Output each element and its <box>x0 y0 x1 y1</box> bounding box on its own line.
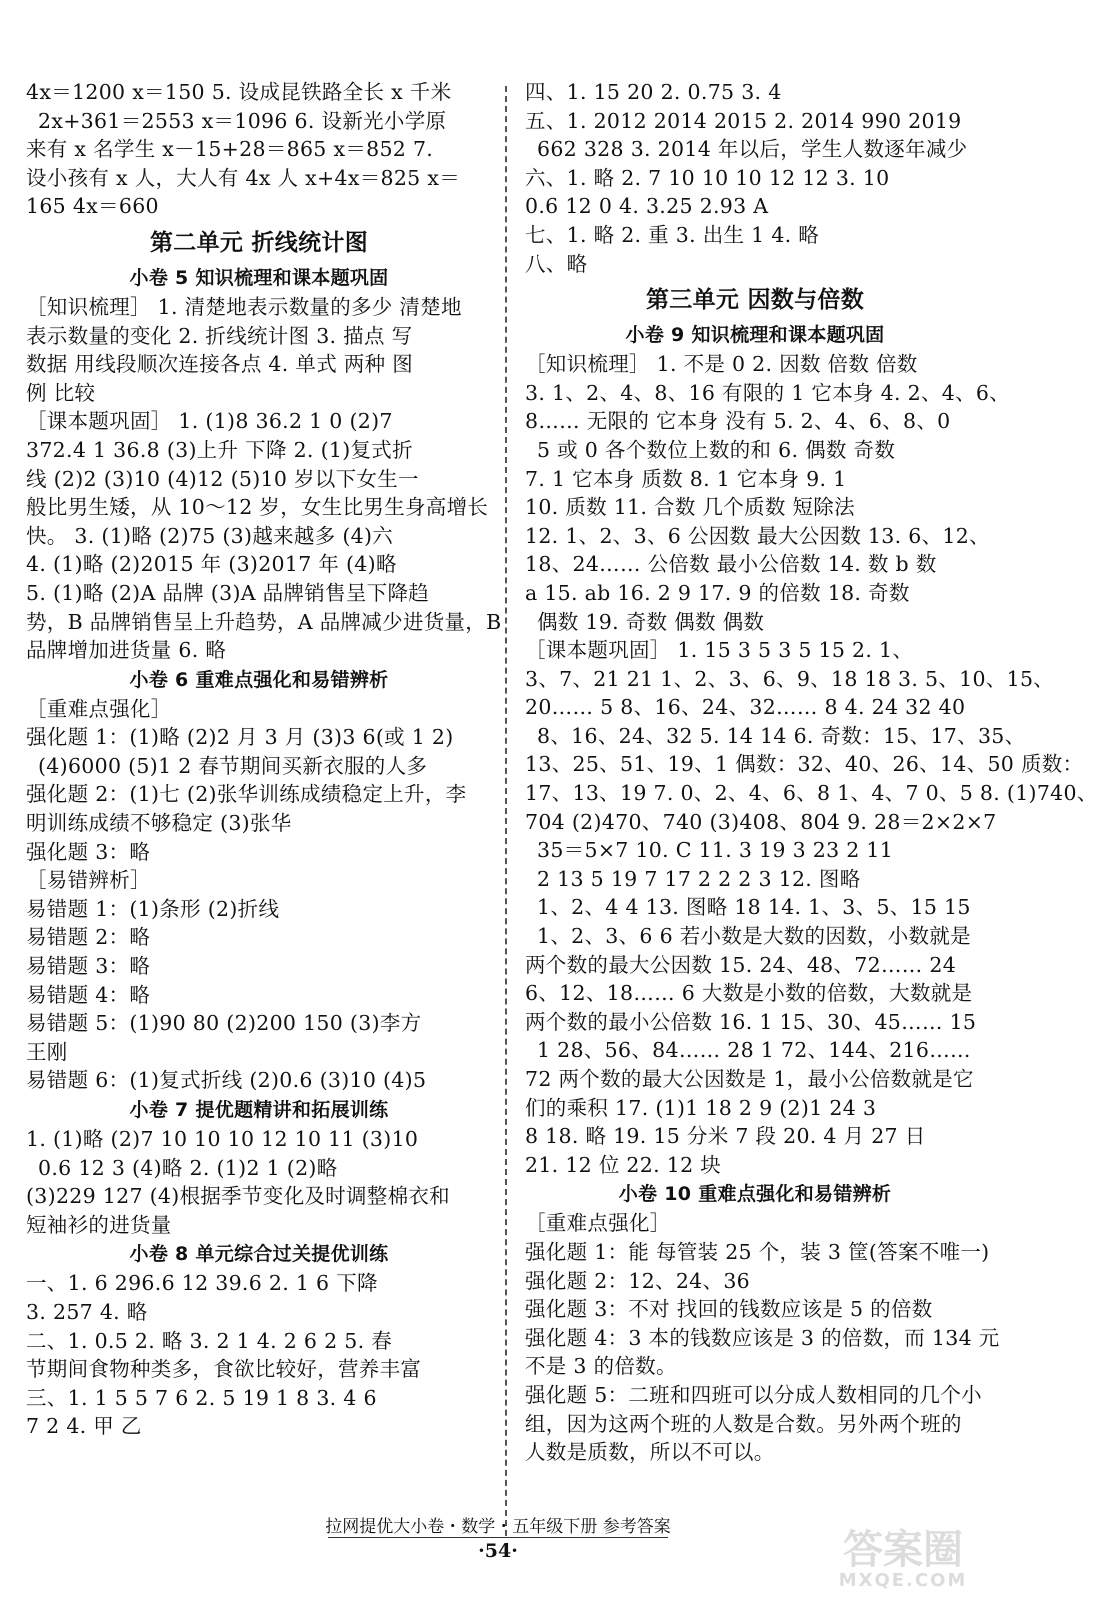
answer-line: 10. 质数 11. 合数 几个质数 短除法 <box>525 495 855 520</box>
section-title: 小卷 5 知识梳理和课本题巩固 <box>129 266 389 289</box>
answer-line: 二、1. 0.5 2. 略 3. 2 1 4. 2 6 2 5. 春 <box>26 1328 393 1353</box>
answer-line: 例 比较 <box>26 380 96 405</box>
answer-line: 3. 1、2、4、8、16 有限的 1 它本身 4. 2、4、6、 <box>525 380 1011 405</box>
section-title: 小卷 6 重难点强化和易错辨析 <box>129 668 389 691</box>
answer-line: 短袖衫的进货量 <box>26 1212 172 1237</box>
section-title: 小卷 8 单元综合过关提优训练 <box>129 1243 389 1266</box>
answer-line: 易错题 2：略 <box>26 925 151 950</box>
answer-line: 王刚 <box>26 1039 68 1064</box>
answer-line: (4)6000 (5)1 2 春节期间买新衣服的人多 <box>38 753 428 778</box>
answer-line: 强化题 3：略 <box>26 839 151 864</box>
answer-line: 线 (2)2 (3)10 (4)12 (5)10 岁以下女生一 <box>26 466 419 491</box>
answer-line: 表示数量的变化 2. 折线统计图 3. 描点 写 <box>26 323 413 348</box>
answer-line: 易错题 6：(1)复式折线 (2)0.6 (3)10 (4)5 <box>26 1068 427 1093</box>
answer-line: 七、1. 略 2. 重 3. 出生 1 4. 略 <box>525 222 820 247</box>
answer-line: 35＝5×7 10. C 11. 3 19 3 23 2 11 <box>537 838 894 863</box>
answer-line: 六、1. 略 2. 7 10 10 10 12 12 3. 10 <box>525 165 890 190</box>
answer-line: 明训练成绩不够稳定 (3)张华 <box>26 811 292 836</box>
left-column <box>26 78 502 1441</box>
answer-line: 一、1. 6 296.6 12 39.6 2. 1 6 下降 <box>26 1271 378 1296</box>
answer-line: 7 2 4. 甲 乙 <box>26 1414 142 1439</box>
answer-line: 来有 x 名学生 x－15+28＝865 x＝852 7. <box>26 137 434 162</box>
column-divider <box>505 86 507 1536</box>
answer-line: 品牌增加进货量 6. 略 <box>26 638 227 663</box>
answer-line: 165 4x＝660 <box>26 194 159 219</box>
answer-line: 4x＝1200 x＝150 5. 设成昆铁路全长 x 千米 <box>26 80 452 104</box>
answer-line: 12. 1、2、3、6 公因数 最大公因数 13. 6、12、 <box>525 523 990 548</box>
answer-line: 704 (2)470、740 (3)408、804 9. 28＝2×2×7 <box>525 809 997 834</box>
answer-line: 0.6 12 0 4. 3.25 2.93 A <box>525 194 769 219</box>
answer-line: 0.6 12 3 (4)略 2. (1)2 1 (2)略 <box>38 1155 338 1180</box>
answer-line: 易错题 3：略 <box>26 954 151 979</box>
right-column <box>525 78 1098 1467</box>
answer-line: 662 328 3. 2014 年以后，学生人数逐年减少 <box>537 137 968 162</box>
answer-line: 易错题 5：(1)90 80 (2)200 150 (3)李方 <box>26 1011 422 1036</box>
section-title: 小卷 10 重难点强化和易错辨析 <box>618 1183 892 1206</box>
answer-line: 强化题 3：不对 找回的钱数应该是 5 的倍数 <box>525 1297 933 1322</box>
answer-line: 设小孩有 x 人，大人有 4x 人 x+4x＝825 x＝ <box>26 165 460 190</box>
page-number: ·54· <box>478 1540 518 1562</box>
answer-line: 372.4 1 36.8 (3)上升 下降 2. (1)复式折 <box>26 437 413 462</box>
answer-line: 8、16、24、32 5. 14 14 6. 奇数：15、17、35、 <box>537 723 1026 748</box>
answer-line: 三、1. 1 5 5 7 6 2. 5 19 1 8 3. 4 6 <box>26 1385 377 1410</box>
answer-line: 五、1. 2012 2014 2015 2. 2014 990 2019 <box>525 108 962 133</box>
answer-line: 势，B 品牌销售呈上升趋势，A 品牌减少进货量，B <box>26 609 502 634</box>
answer-line: a 15. ab 16. 2 9 17. 9 的倍数 18. 奇数 <box>525 580 910 605</box>
answer-line: 2x+361＝2553 x＝1096 6. 设新光小学原 <box>38 108 447 133</box>
answer-line: 2 13 5 19 7 17 2 2 2 3 12. 图略 <box>537 866 861 891</box>
answer-line: 4. (1)略 (2)2015 年 (3)2017 年 (4)略 <box>26 552 397 577</box>
answer-line: 四、1. 15 20 2. 0.75 3. 4 <box>525 80 782 104</box>
answer-line: 两个数的最大公因数 15. 24、48、72…… 24 <box>525 952 957 977</box>
answer-line: 21. 12 位 22. 12 块 <box>525 1152 722 1177</box>
answer-line: 1. (1)略 (2)7 10 10 10 12 10 11 (3)10 <box>26 1127 419 1151</box>
answer-line: ［课本题巩固］ 1. 15 3 5 3 5 15 2. 1、 <box>525 638 914 663</box>
unit-title: 第三单元 因数与倍数 <box>645 287 864 314</box>
answer-line: (3)229 127 (4)根据季节变化及时调整棉衣和 <box>26 1184 450 1209</box>
section-title: 小卷 7 提优题精讲和拓展训练 <box>129 1099 389 1121</box>
answer-line: 17、13、19 7. 0、2、4、6、8 1、4、7 0、5 8. (1)740、 <box>525 781 1098 806</box>
answer-line: 1、2、4 4 13. 图略 18 14. 1、3、5、15 15 <box>537 895 971 920</box>
section-title: 小卷 9 知识梳理和课本题巩固 <box>625 324 885 347</box>
answer-line: 快。 3. (1)略 (2)75 (3)越来越多 (4)六 <box>26 523 394 548</box>
answer-line: 强化题 4：3 本的钱数应该是 3 的倍数，而 134 元 <box>525 1325 1000 1350</box>
answer-line: 人数是质数，所以不可以。 <box>525 1440 775 1465</box>
answer-line: 强化题 1：能 每管装 25 个，装 3 筐(答案不唯一) <box>525 1239 990 1264</box>
answer-line: 1、2、3、6 6 若小数是大数的因数，小数就是 <box>537 924 971 949</box>
answer-line: ［重难点强化］ <box>525 1211 671 1236</box>
answer-line: 3、7、21 21 1、2、3、6、9、18 18 3. 5、10、15、 <box>525 666 1055 691</box>
answer-line: 6、12、18…… 6 大数是小数的倍数，大数就是 <box>525 981 973 1006</box>
answer-line: ［易错辨析］ <box>26 868 151 893</box>
answer-line: ［重难点强化］ <box>26 696 172 721</box>
answer-line: 8…… 无限的 它本身 没有 5. 2、4、6、8、0 <box>525 409 951 434</box>
answer-line: 8 18. 略 19. 15 分米 7 段 20. 4 月 27 日 <box>525 1124 926 1149</box>
answer-line: 强化题 5：二班和四班可以分成人数相同的几个小 <box>525 1382 982 1407</box>
answer-line: 20…… 5 8、16、24、32…… 8 4. 24 32 40 <box>525 695 966 720</box>
answer-line: 般比男生矮，从 10～12 岁，女生比男生身高增长 <box>26 495 489 520</box>
answer-line: 两个数的最小公倍数 16. 1 15、30、45…… 15 <box>525 1009 977 1034</box>
answer-line: 八、略 <box>525 251 588 276</box>
watermark-bottom-text: MXQE.COM <box>838 1570 968 1591</box>
footer-rule <box>328 1537 668 1538</box>
answer-line: 13、25、51、19、1 偶数：32、40、26、14、50 质数： <box>525 752 1084 777</box>
unit-title: 第二单元 折线统计图 <box>149 229 368 256</box>
answer-line: 偶数 19. 奇数 偶数 偶数 <box>537 609 765 634</box>
watermark-top-text: 答案圈 <box>843 1527 963 1573</box>
answer-line: 7. 1 它本身 质数 8. 1 它本身 9. 1 <box>525 466 847 491</box>
footer-book-title: 拉网提优大小卷・数学・五年级下册 参考答案 <box>325 1517 671 1537</box>
answer-line: 不是 3 的倍数。 <box>525 1354 677 1379</box>
answer-line: 5 或 0 各个数位上数的和 6. 偶数 奇数 <box>537 437 896 462</box>
answer-line: 们的乘积 17. (1)1 18 2 9 (2)1 24 3 <box>525 1095 877 1120</box>
answer-line: 1 28、56、84…… 28 1 72、144、216…… <box>537 1038 971 1063</box>
answer-line: ［知识梳理］ 1. 不是 0 2. 因数 倍数 倍数 <box>525 352 918 377</box>
answer-line: 易错题 4：略 <box>26 982 151 1007</box>
watermark-logo <box>828 1527 978 1592</box>
answer-line: 强化题 2：12、24、36 <box>525 1268 751 1293</box>
answer-line: 5. (1)略 (2)A 品牌 (3)A 品牌销售呈下降趋 <box>26 580 430 605</box>
answer-line: 数据 用线段顺次连接各点 4. 单式 两种 图 <box>26 352 414 377</box>
answer-line: 3. 257 4. 略 <box>26 1299 148 1324</box>
answer-line: 组，因为这两个班的人数是合数。另外两个班的 <box>525 1411 962 1436</box>
answer-line: 强化题 2：(1)七 (2)张华训练成绩稳定上升，李 <box>26 782 467 807</box>
answer-line: 节期间食物种类多，食欲比较好，营养丰富 <box>26 1357 422 1382</box>
answer-line: 72 两个数的最大公因数是 1，最小公倍数就是它 <box>525 1067 974 1091</box>
answer-line: 易错题 1：(1)条形 (2)折线 <box>26 896 280 921</box>
answer-line: 强化题 1：(1)略 (2)2 月 3 月 (3)3 6(或 1 2) <box>26 725 454 750</box>
answer-line: 18、24…… 公倍数 最小公倍数 14. 数 b 数 <box>525 552 937 577</box>
answer-line: ［课本题巩固］ 1. (1)8 36.2 1 0 (2)7 <box>26 409 393 434</box>
answer-line: ［知识梳理］ 1. 清楚地表示数量的多少 清楚地 <box>26 294 462 319</box>
